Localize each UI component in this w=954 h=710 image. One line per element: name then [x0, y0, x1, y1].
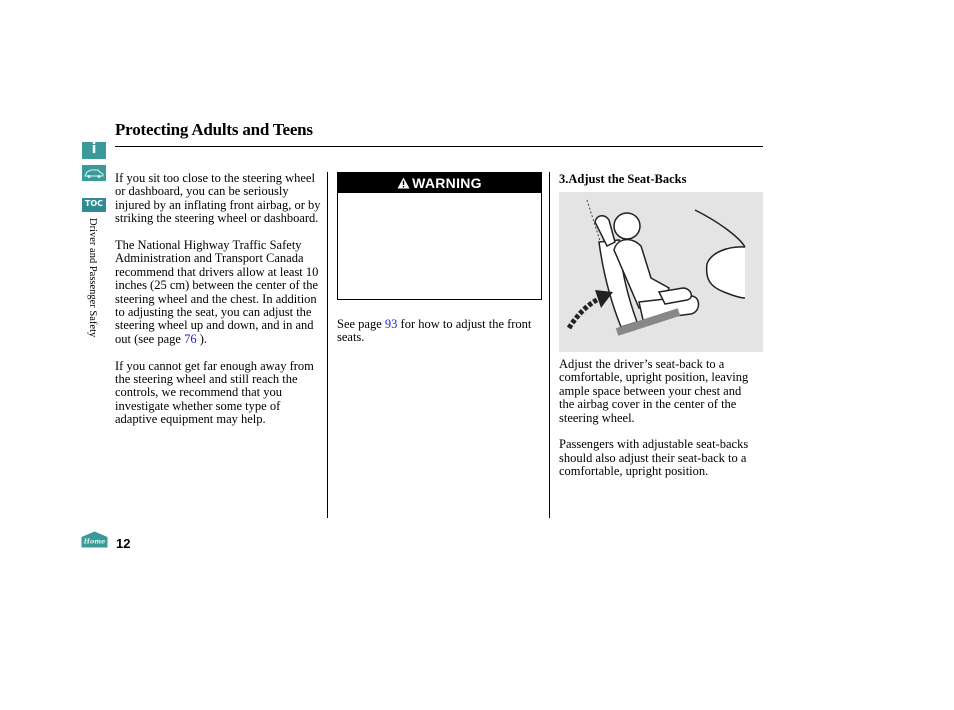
paragraph-driver-seatback: Adjust the driver’s seat-back to a comfortable, upright position, leaving ample space between your chest and the airbag cover in the center of the steering wheel. [559, 357, 749, 425]
warning-box [337, 172, 542, 300]
seat-back-illustration [559, 192, 763, 352]
column-divider-1 [327, 172, 328, 518]
section-heading: 3.Adjust the Seat-Backs [559, 172, 687, 186]
home-button[interactable] [81, 531, 108, 548]
column-left [115, 172, 325, 440]
paragraph-airbag-distance: If you sit too close to the steering wheel or dashboard, you can be seriously injured by an inflating front airbag, or by striking the steering wheel or dashboard. [115, 171, 321, 226]
driver-seat-drawing [559, 192, 763, 352]
paragraph-nhtsa-end: ). [196, 331, 207, 346]
info-icon[interactable] [82, 142, 106, 159]
paragraph-nhtsa-text: The National Highway Traffic Safety Administration and Transport Canada recommend that drivers allow at least 10 inches (25 cm) between the center of the steering wheel and the chest. In addition to adjusting the seat, you can adjust the steering wheel up and down, and in and out (see page [115, 238, 319, 346]
page-title: Protecting Adults and Teens [115, 120, 313, 139]
title-rule [115, 146, 763, 147]
paragraph-nhtsa [115, 239, 325, 346]
column-right-text [559, 358, 759, 492]
paragraph-adaptive-equipment: If you cannot get far enough away from the steering wheel and still reach the controls, we recommend that you investigate whether some type of adaptive equipment may help. [115, 358, 314, 427]
home-label: Home [83, 537, 106, 546]
page-76-link[interactable]: 76 [184, 331, 197, 346]
see-page-rest: for how to adjust the front seats. [337, 317, 532, 345]
home-icon [81, 531, 108, 548]
toc-label: TOC [84, 199, 104, 208]
page-93-link[interactable]: 93 [384, 317, 398, 331]
page-number: 12 [116, 536, 131, 551]
vehicle-index-icon[interactable] [82, 165, 106, 181]
see-page-note [337, 318, 542, 345]
info-icon-glyph: i [91, 141, 97, 157]
see-page-text: See page [337, 317, 385, 331]
paragraph-passenger-seatback: Passengers with adjustable seat-backs should also adjust their seat-back to a comfortable, upright position. [559, 437, 749, 479]
warning-triangle-icon [397, 177, 410, 189]
car-icon [82, 165, 106, 181]
section-side-label: Driver and Passenger Safety [87, 218, 98, 338]
column-divider-2 [549, 172, 550, 518]
toc-button[interactable] [82, 198, 106, 212]
warning-header [338, 173, 541, 193]
warning-label: WARNING [412, 175, 482, 191]
